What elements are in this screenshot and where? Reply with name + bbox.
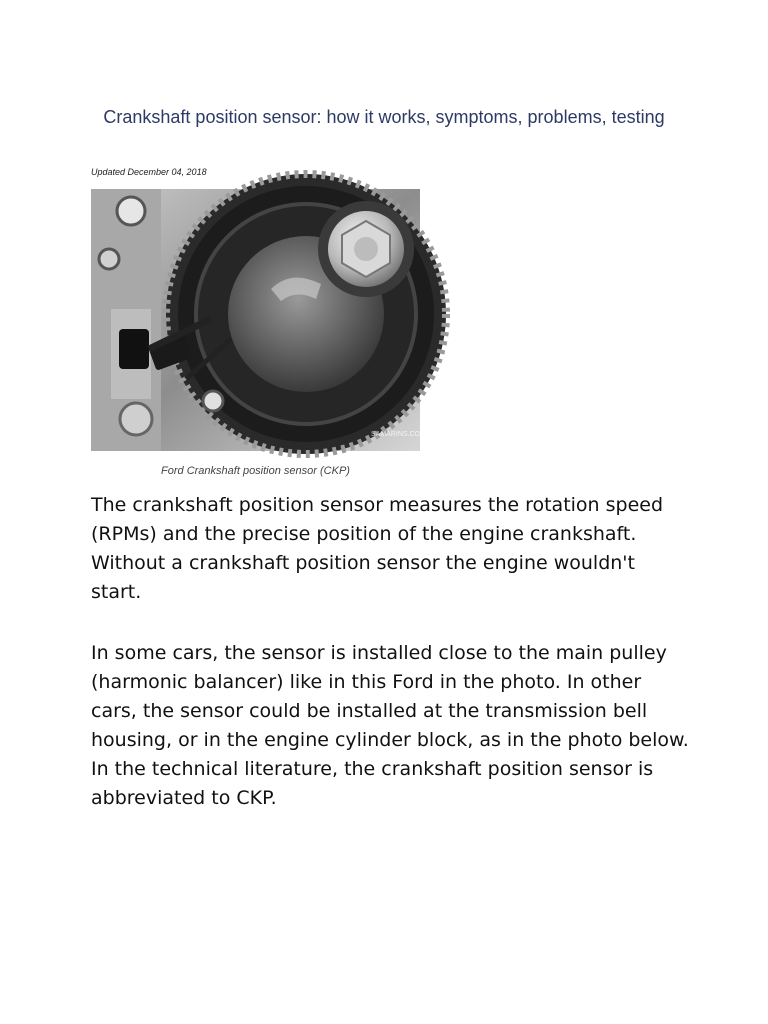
watermark: SAMARINS.COM bbox=[371, 431, 426, 438]
page-title: Crankshaft position sensor: how it works, symptoms, problems, testing bbox=[103, 107, 665, 127]
updated-date: Updated December 04, 2018 bbox=[91, 167, 207, 177]
crankshaft-sensor-photo bbox=[91, 189, 426, 451]
paragraph-1: The crankshaft position sensor measures the rotation speed (RPMs) and the precise position of the engine crankshaft. Without a crankshaft position sensor the engine wouldn't start. bbox=[91, 494, 664, 603]
paragraph-2: In some cars, the sensor is installed close to the main pulley (harmonic balancer) like in this Ford in the photo. In other cars, the sensor could be installed at the transmission bell housing, or in the engine cylinder block, as in the photo below. In the technical literature, the crankshaft position sensor is abbreviated to CKP. bbox=[91, 642, 689, 809]
figure-caption: Ford Crankshaft position sensor (CKP) bbox=[161, 465, 350, 477]
